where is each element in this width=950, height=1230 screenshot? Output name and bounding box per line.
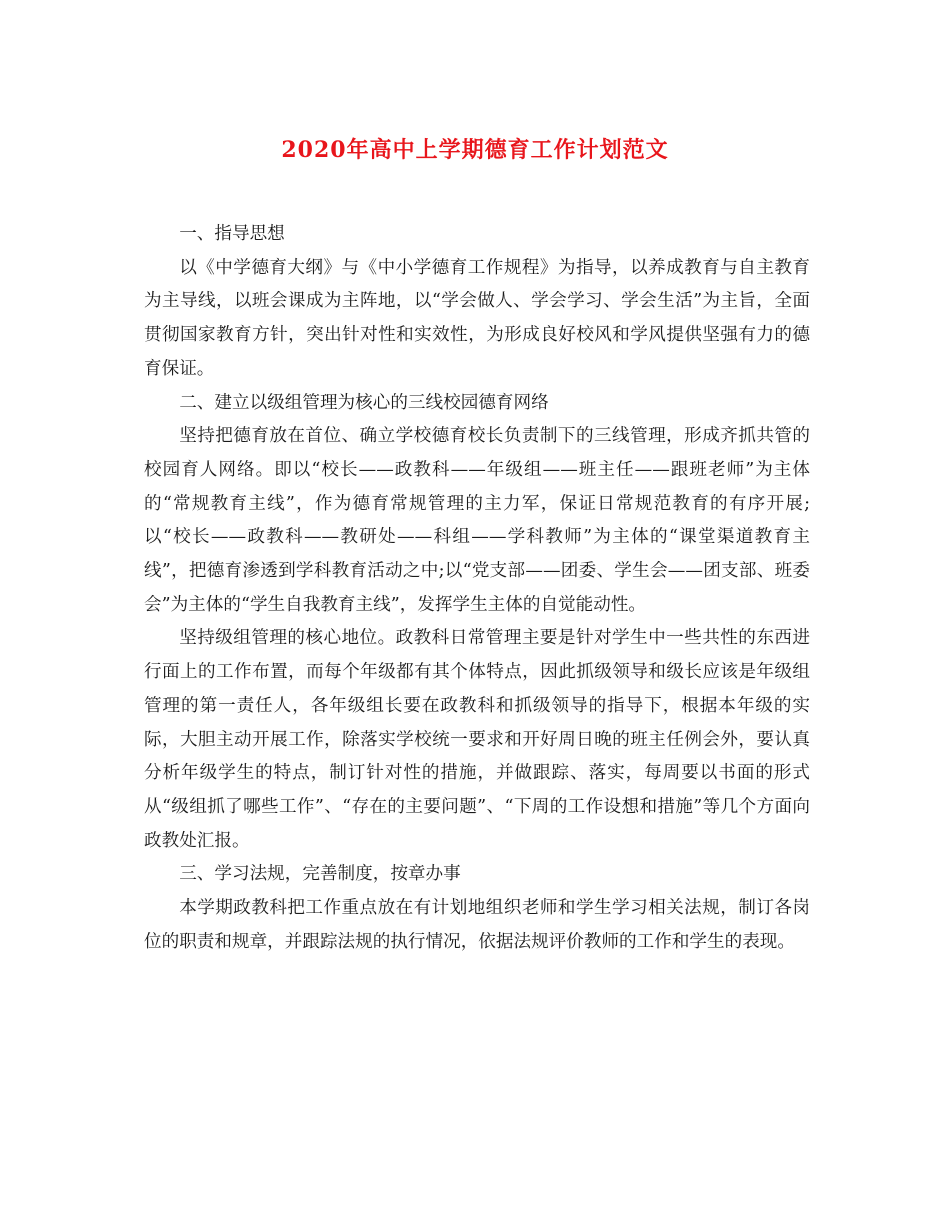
paragraph-grade-group-management: 坚持级组管理的核心地位。政教科日常管理主要是针对学生中一些共性的东西进行面上的工作布置，而每个年级都有其个体特点，因此抓级领导和级长应该是年级组管理的第一责任人，各年级组长要在政教科和抓级领导的指导下，根据本年级的实际，大胆主动开展工作，除落实学校统一要求和开好周日晚的班主任例会外，要认真分析年级学生的特点，制订针对性的措施，并做跟踪、落实，每周要以书面的形式从“级组抓了哪些工作”、“存在的主要问题”、“下周的工作设想和措施”等几个方面向政教处汇报。 bbox=[144, 628, 810, 851]
paragraph-three-line-management: 坚持把德育放在首位、确立学校德育校长负责制下的三线管理，形成齐抓共管的校园育人网络。即以“校长——政教科——年级组——班主任——跟班老师”为主体的“常规教育主线”，作为德育常规管理的主力军，保证日常规范教育的有序开展;以“校长——政教科——教研处——科组——学科教师”为主体的“课堂渠道教育主线”，把德育渗透到学科教育活动之中;以“党支部——团委、学生会——团支部、班委会”为主体的“学生自我教育主线”，发挥学生主体的自觉能动性。 bbox=[144, 426, 810, 615]
paragraph-guiding-ideology: 以《中学德育大纲》与《中小学德育工作规程》为指导，以养成教育与自主教育为主导线，以班会课成为主阵地，以“学会做人、学会学习、学会生活”为主旨，全面贯彻国家教育方针，突出针对性和实效性，为形成良好校风和学风提供坚强有力的德育保证。 bbox=[144, 257, 810, 379]
paragraph-regulations: 本学期政教科把工作重点放在有计划地组织老师和学生学习相关法规，制订各岗位的职责和规章，并跟踪法规的执行情况，依据法规评价教师的工作和学生的表现。 bbox=[144, 898, 810, 952]
section-heading-regulations: 三、学习法规，完善制度，按章办事 bbox=[179, 864, 461, 885]
document-body bbox=[144, 218, 810, 959]
section-heading-moral-network: 二、建立以级组管理为核心的三线校园德育网络 bbox=[179, 392, 549, 413]
section-heading-guiding-ideology: 一、指导思想 bbox=[179, 224, 285, 244]
document-title: 2020年高中上学期德育工作计划范文 bbox=[281, 137, 669, 163]
